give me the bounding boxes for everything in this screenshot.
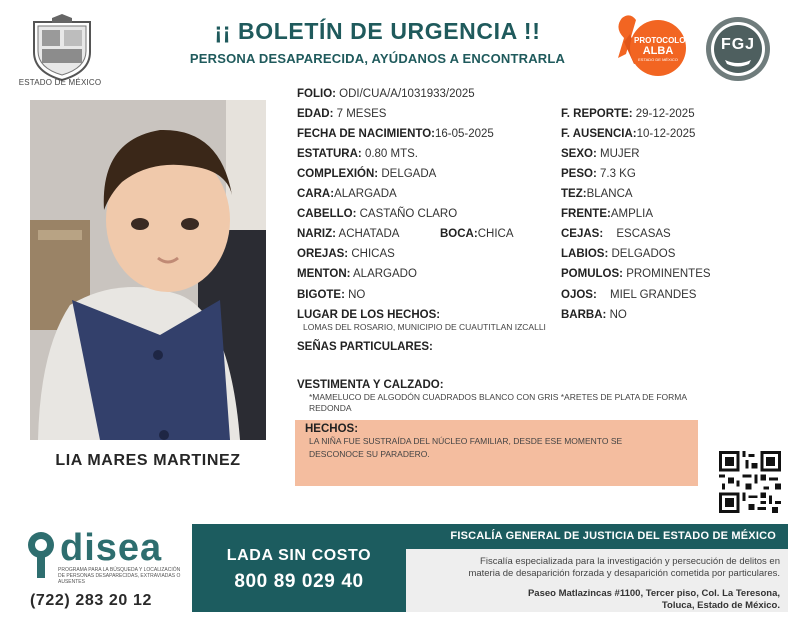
labios-value: DELGADOS — [611, 248, 676, 260]
field-nariz — [297, 228, 399, 240]
pomulos-label: POMULOS: — [561, 268, 623, 280]
cara-label: CARA: — [297, 188, 335, 200]
barba-value: NO — [609, 309, 627, 321]
field-vestimenta — [297, 379, 444, 391]
field-menton — [297, 268, 417, 280]
person-name: LIA MARES MARTINEZ — [55, 452, 241, 469]
vestimenta-line-1: *MAMELUCO DE ALGODÓN CUADRADOS BLANCO CON GRIS *ARETES DE PLATA DE FORMA — [309, 392, 688, 402]
field-ausencia — [561, 128, 695, 140]
estatura-label: ESTATURA: — [297, 148, 362, 160]
complexion-value: DELGADA — [381, 168, 437, 180]
menton-label: MENTON: — [297, 268, 351, 280]
orejas-label: OREJAS: — [297, 248, 349, 260]
nacimiento-label: FECHA DE NACIMIENTO: — [297, 128, 435, 140]
edad-label: EDAD: — [297, 108, 334, 120]
bulletin-title: ¡¡ BOLETÍN DE URGENCIA !! — [214, 18, 541, 44]
nariz-value: ACHATADA — [338, 228, 400, 240]
field-boca — [440, 228, 513, 240]
cabello-value: CASTAÑO CLARO — [359, 208, 458, 220]
field-nacimiento — [297, 128, 494, 140]
protocolo-label: PROTOCOLO — [634, 36, 686, 45]
pomulos-value: PROMINENTES — [626, 268, 711, 280]
fiscalia-desc-line-1: Fiscalía especializada para la investigación y persecución de delitos en — [480, 556, 780, 567]
hechos-line-2: DESCONOCE SU PARADERO. — [309, 448, 430, 459]
ojos-value: MIEL GRANDES — [610, 289, 697, 301]
estatura-value: 0.80 MTS. — [364, 148, 418, 160]
peso-value: 7.3 KG — [600, 168, 636, 180]
bulletin-subtitle: PERSONA DESAPARECIDA, AYÚDANOS A ENCONTRARLA — [189, 51, 566, 66]
lugar-label: LUGAR DE LOS HECHOS: — [297, 309, 441, 321]
hechos-line-1: LA NIÑA FUE SUSTRAÍDA DEL NÚCLEO FAMILIAR, DESDE ESE MOMENTO SE — [309, 436, 623, 446]
child-photo-icon — [30, 100, 266, 440]
frente-value: AMPLIA — [610, 208, 654, 220]
field-peso — [561, 168, 636, 180]
orejas-value: CHICAS — [351, 248, 395, 260]
field-orejas — [297, 248, 395, 260]
fiscalia-desc-line-2: materia de desaparición forzada y desaparición cometida por particulares. — [468, 568, 780, 580]
field-reporte — [561, 108, 695, 120]
disea-description: PROGRAMA PARA LA BÚSQUEDA Y LOCALIZACIÓN DE PERSONAS DESAPARECIDAS, EXTRAVIADAS O AUSENTES — [58, 567, 181, 585]
sexo-label: SEXO: — [561, 148, 597, 160]
lada-panel — [192, 524, 406, 612]
lugar-value: LOMAS DEL ROSARIO, MUNICIPIO DE CUAUTITLAN IZCALLI — [303, 322, 546, 332]
nacimiento-value: 16-05-2025 — [435, 128, 494, 140]
ausencia-value: 10-12-2025 — [636, 128, 696, 140]
hechos-box — [295, 420, 698, 486]
boca-label: BOCA: — [440, 228, 478, 240]
bigote-value: NO — [348, 289, 366, 301]
fiscalia-title: FISCALÍA GENERAL DE JUSTICIA DEL ESTADO DE MÉXICO — [406, 524, 788, 549]
barba-label: BARBA: — [561, 309, 607, 321]
disea-wordmark: disea — [60, 527, 163, 569]
cara-value: ALARGADA — [334, 188, 397, 200]
address-line-2: Toluca, Estado de México. — [661, 600, 780, 612]
field-barba — [561, 309, 627, 321]
field-folio — [297, 88, 475, 100]
field-edad — [297, 108, 386, 120]
address-line-1: Paseo Matlazincas #1100, Tercer piso, Col. La Teresona, — [527, 588, 780, 599]
cabello-label: CABELLO: — [297, 208, 357, 220]
field-sexo — [561, 148, 640, 160]
cejas-label: CEJAS: — [561, 228, 604, 240]
missing-person-photo — [30, 100, 266, 440]
field-lugar — [297, 309, 440, 321]
field-pomulos — [561, 268, 711, 280]
field-cara — [297, 188, 397, 200]
edad-value: 7 MESES — [336, 108, 387, 120]
reporte-label: F. REPORTE: — [561, 108, 633, 120]
peso-label: PESO: — [561, 168, 597, 180]
menton-value: ALARGADO — [353, 268, 417, 280]
cejas-value: ESCASAS — [616, 228, 671, 240]
lada-title: LADA SIN COSTO — [226, 547, 372, 564]
field-estatura — [297, 148, 418, 160]
field-cejas — [561, 228, 671, 240]
state-label: ESTADO DE MÉXICO — [18, 78, 102, 87]
bigote-label: BIGOTE: — [297, 289, 345, 301]
field-tez — [561, 188, 633, 200]
protocolo-alba-logo — [608, 14, 688, 80]
lada-phone[interactable]: 800 89 029 40 — [234, 571, 364, 592]
ojos-label: OJOS: — [561, 289, 597, 301]
disea-pin-icon — [26, 530, 56, 580]
alba-state-label: ESTADO DE MÉXICO — [638, 56, 678, 62]
reporte-value: 29-12-2025 — [635, 108, 695, 120]
field-frente — [561, 208, 653, 220]
boca-value: CHICA — [477, 228, 514, 240]
nariz-label: NARIZ: — [297, 228, 336, 240]
folio-label: FOLIO: — [297, 88, 336, 100]
fiscalia-address — [414, 588, 780, 613]
estado-de-mexico-shield-icon — [28, 14, 96, 84]
field-senas — [297, 341, 433, 353]
fgj-text: FGJ — [720, 36, 756, 53]
field-labios — [561, 248, 675, 260]
field-complexion — [297, 168, 436, 180]
tez-value: BLANCA — [586, 188, 633, 200]
field-ojos — [561, 289, 696, 301]
qr-code-icon[interactable] — [719, 451, 781, 513]
vestimenta-label: VESTIMENTA Y CALZADO: — [297, 379, 444, 391]
disea-phone[interactable]: (722) 283 20 12 — [30, 592, 152, 609]
vestimenta-value — [309, 392, 687, 415]
labios-label: LABIOS: — [561, 248, 609, 260]
ausencia-label: F. AUSENCIA: — [561, 128, 637, 140]
senas-label: SEÑAS PARTICULARES: — [297, 341, 433, 353]
field-cabello — [297, 208, 457, 220]
hechos-title: HECHOS: — [305, 423, 359, 435]
tez-label: TEZ: — [561, 188, 587, 200]
field-bigote — [297, 289, 365, 301]
sexo-value: MUJER — [600, 148, 640, 160]
vestimenta-line-2: REDONDA — [309, 403, 352, 414]
fiscalia-description — [414, 556, 780, 581]
complexion-label: COMPLEXIÓN: — [297, 168, 379, 180]
fgj-logo — [705, 16, 771, 82]
alba-label: ALBA — [642, 45, 674, 58]
folio-value: ODI/CUA/A/1031933/2025 — [339, 88, 475, 100]
frente-label: FRENTE: — [561, 208, 611, 220]
